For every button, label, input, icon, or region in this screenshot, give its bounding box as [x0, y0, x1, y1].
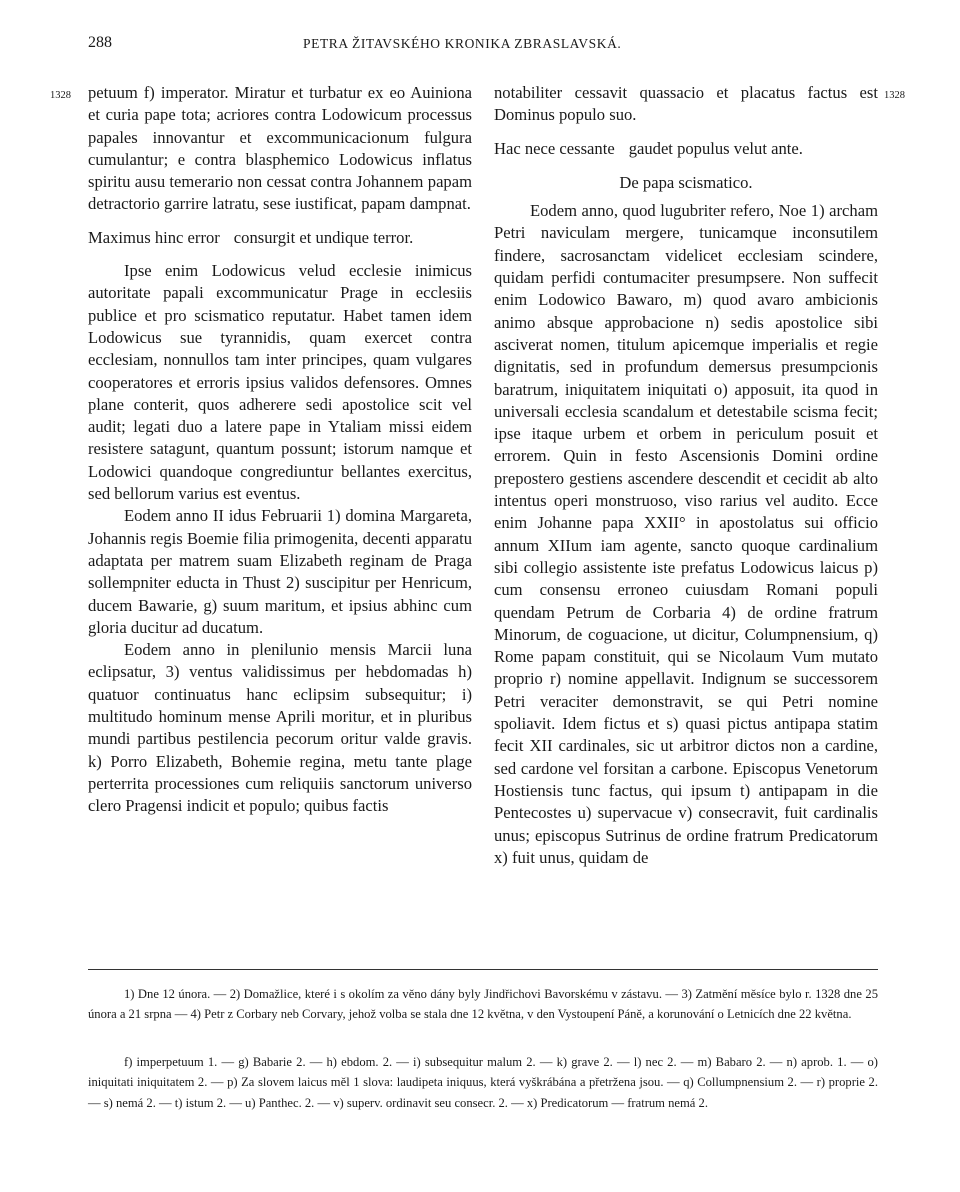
running-title: PETRA ŽITAVSKÉHO KRONIKA ZBRASLAVSKÁ. [303, 36, 622, 51]
right-verse-part-a: Hac nece cessante [494, 138, 615, 158]
right-paragraph-2: Eodem anno, quod lugubriter refero, Noe 1) archam Petri naviculam mergere, tunicamque inconsutilem findere, sacrosanctam videlicet ecclesiam scindere, quidam perfidi contumaciter presumpsere. Non suffecit enim Lodowico Bawaro, m) quod avaro ambicionis animo absque approbacione n) sedis apostolice sibi asciverat nomen, titulum apicemque imperialis et regie dignitatis, sed in profundum demersus presumpcionis baratrum, iniquitatem iniquitati o) apposuit, ita quod in universali ecclesia scandalum et detestabile scisma fecit; ipse itaque urbem et orbem in periculum posuit et errorem. Quin in festo Ascensionis Domini ordine prepostero gestiens ascendere descendit et cecidit ab alto intentus operi monstruoso, viso rarius vel audito. Ecce enim Johanne papa XXII° in apostolatus sui officio annum XIIum iam agente, sancto quoque cardinalium sibi collegio assistente iste prefatus Lodowicus laicus p) cum consensu erroneo cuiusdam Romani populi quendam Petrum de Corbaria 4) de ordine fratrum Minorum, de coguacione, ut dicitur, Columpnensium, q) Rome papam constituit, qui se Nicolaum Vum mutato proprio r) nomine appellavit. Indignum se successorem Petri veraciter demonstravit, se qui Petri nomine spoliavit. Idem fictus et s) quasi pictus antipapa statim fecit XII cardinales, sic ut arbitror dictos non a cardine, sed cardone vel forsitan a carbone. Episcopus Venetorum Hostiensis tunc factus, qui ipsum t) antipapam in die Pentecostes u) supervacue v) consecravit, fuit cardinalis unus; episcopus Sutrinus de ordine fratrum Predicatorum x) fuit unus, quidam de [494, 201, 878, 867]
footnote-divider [88, 969, 878, 970]
page-number: 288 [88, 34, 112, 51]
page-header [88, 34, 878, 58]
editor-footnotes-text: 1) Dne 12 února. — 2) Domažlice, které i s okolím za věno dány byly Jindřichovi Bavorskému v zástavu. — 3) Zatmění měsíce bylo r. 1328 dne 25 února a 21 srpna — 4) Petr z Corbary neb Corvary, jehož volba se stala dne 12 května, v den Vystoupení Páně, a korunování o Letnicích dne 22 května. [88, 987, 878, 1022]
right-column [494, 82, 878, 869]
left-paragraph-2: Ipse enim Lodowicus velud ecclesie inimicus autoritate papali excommunicatur Prage in ecclesiis publice et pro scismatico reputatur. Habet tamen idem Lodowicus sue tyrannidis, quam exercet contra ecclesiam, nonnullos tam inter principes, quam vulgares cooperatores et erroris ipsius validos defensores. Omnes plane conterit, quos adherere sedi apostolice scit vel audit; legati duo a latere pape in Ytaliam missi eidem resistere satagunt, quantum possunt; istorum namque et Lodowici quandoque congrediuntur bellantes exercitus, sed bellorum varius est eventus. [88, 261, 472, 504]
left-verse [88, 227, 472, 249]
right-verse-part-b: gaudet populus velut ante. [628, 138, 803, 158]
editor-footnotes [88, 984, 878, 1025]
variant-footnotes-text: f) imperpetuum 1. — g) Babarie 2. — h) ebdom. 2. — i) subsequitur malum 2. — k) grave 2. — l) nec 2. — m) Babaro 2. — n) aprob. 1. — o) iniquitati iniquitatem 2. — p) Za slovem laicus měl 1 slova: laudipeta iniquus, která vyškrábána a přetržena jsou. — q) Collumpnensium 2. — r) proprie 2. — s) nemá 2. — t) istum 2. — u) Panthec. 2. — v) superv. ordinavit seu consecr. 2. — x) Predicatorum — fratrum nemá 2. [88, 1055, 878, 1110]
right-paragraph-1: notabiliter cessavit quassacio et placatus factus est Dominus populo suo. [494, 83, 878, 125]
left-verse-part-b: consurgit et undique terror. [233, 227, 414, 247]
margin-year-left: 1328 [50, 90, 71, 101]
left-paragraph-3: Eodem anno II idus Februarii 1) domina Margareta, Johannis regis Boemie filia primogenita, decenti apparatu adaptata per matrem suam Elizabeth reginam de Praga sollempniter educta in Thust 2) suscipitur per Henricum, ducem Bawarie, g) suum maritum, et ipsius abhinc cum gloria ducitur ad ducatum. [88, 506, 472, 637]
section-heading: De papa scismatico. [619, 172, 753, 192]
margin-year-right: 1328 [884, 90, 905, 101]
left-paragraph-4: Eodem anno in plenilunio mensis Marcii luna eclipsatur, 3) ventus validissimus per hebdomadas h) quatuor continuatus hanc eclipsim subsequitur; i) multitudo hominum mense Aprili moritur, et in pluribus mundi partibus pestilencia pecorum oritur valde gravis. k) Porro Elizabeth, Bohemie regina, metu tante plage perterrita processiones cum reliquiis sanctorum universo clero Pragensi indicit et populo; quibus factis [88, 640, 472, 816]
right-verse [494, 138, 878, 160]
variant-footnotes [88, 1052, 878, 1113]
left-verse-part-a: Maximus hinc error [88, 227, 220, 247]
left-column [88, 82, 472, 818]
left-paragraph-1: petuum f) imperator. Miratur et turbatur ex eo Auiniona et curia pape tota; acriores contra Lodowicum processus papales innovantur et excommunicacionum fulgura cumulantur; e contra blasphemico Lodowicus inflatus spiritu ausu temerario non cessat contra Johannem papam detractorio garrire latratu, sese iustificat, papam dampnat. [88, 83, 472, 214]
